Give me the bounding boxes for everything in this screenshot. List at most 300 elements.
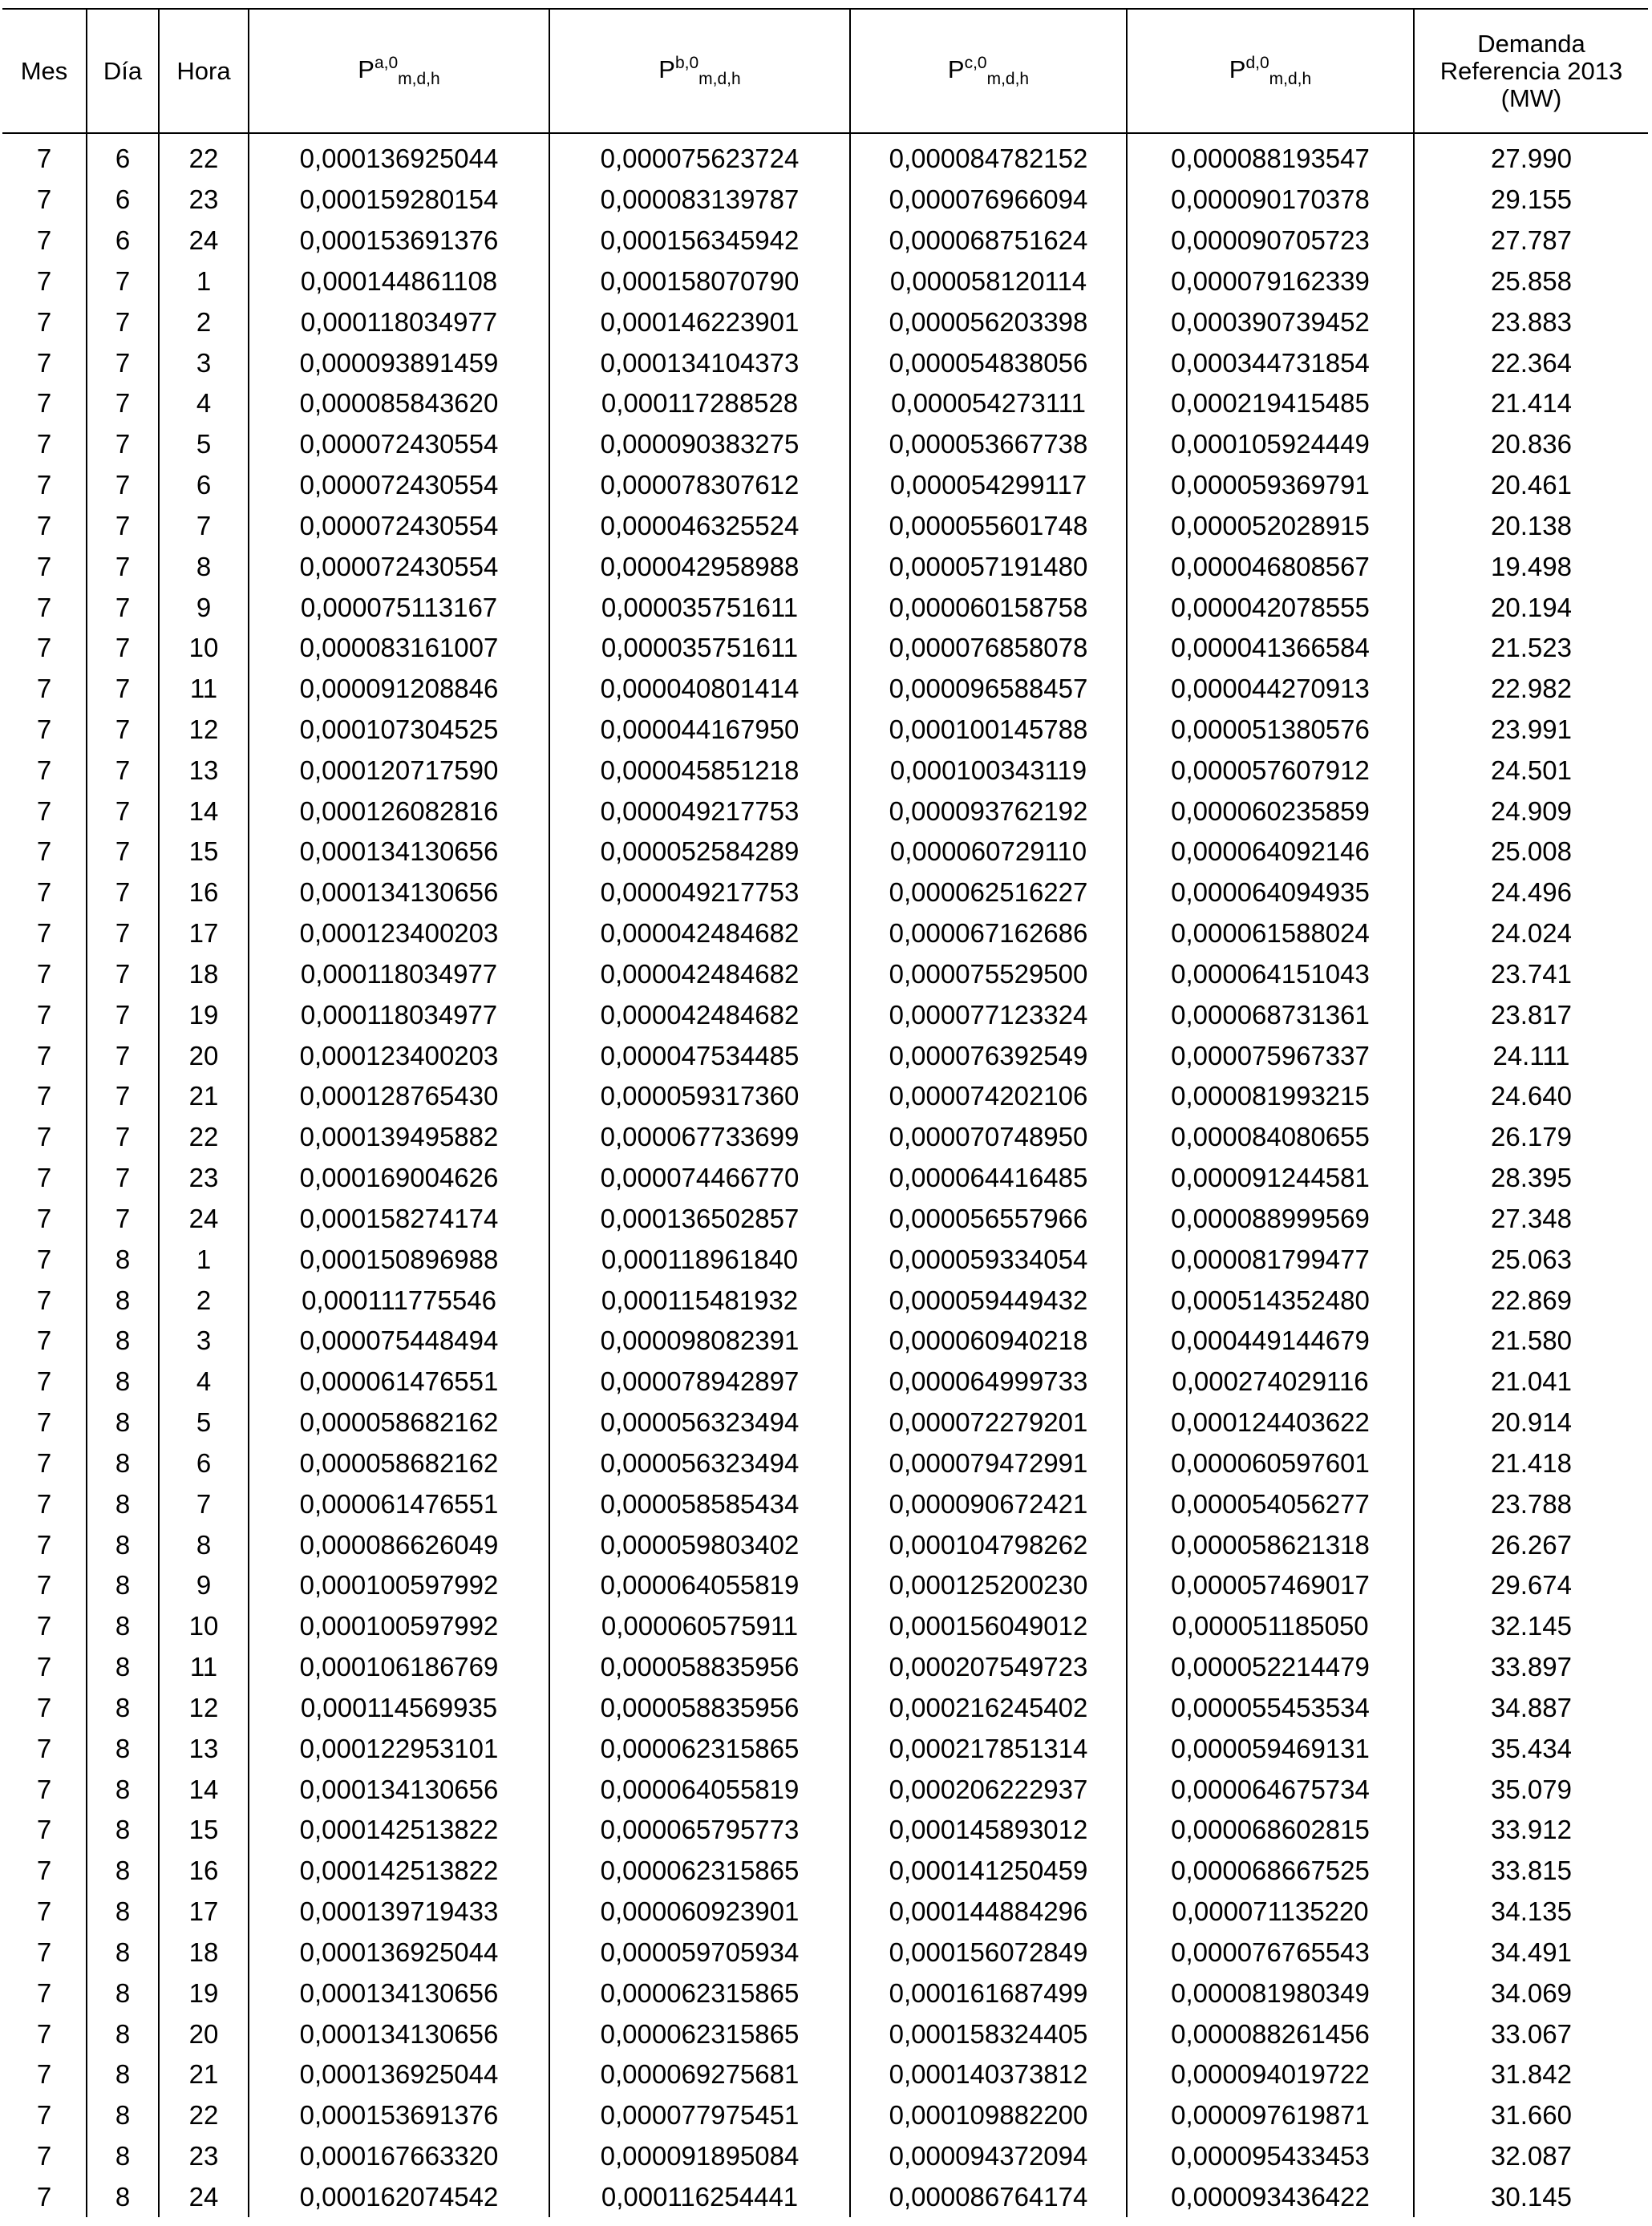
cell-demanda: 31.660 <box>1414 2095 1648 2136</box>
cell-mes: 7 <box>36 265 52 296</box>
cell-hora: 14 <box>159 791 249 832</box>
cell-pc: 0,000079472991 <box>850 1443 1127 1484</box>
cell-dia: 8 <box>87 1362 159 1402</box>
cell-demanda: 32.087 <box>1414 2136 1648 2177</box>
cell-dia: 8 <box>87 1565 159 1606</box>
cell-pb: 0,000042484682 <box>549 994 850 1035</box>
cell-hora: 21 <box>159 1076 249 1117</box>
cell-pd: 0,000274029116 <box>1127 1362 1414 1402</box>
cell-hora: 17 <box>159 1892 249 1933</box>
cell-pd: 0,000058621318 <box>1127 1524 1414 1565</box>
cell-mes: 7 <box>36 836 52 867</box>
cell-dia: 7 <box>87 424 159 465</box>
cell-hora: 5 <box>159 1402 249 1443</box>
cell-pd: 0,000057607912 <box>1127 750 1414 791</box>
cell-pc: 0,000090672421 <box>850 1483 1127 1524</box>
cell-pa: 0,000153691376 <box>249 2095 549 2136</box>
table-row <box>2 587 1648 628</box>
cell-hora: 1 <box>159 1239 249 1280</box>
cell-pa: 0,000061476551 <box>249 1362 549 1402</box>
cell-pa: 0,000100597992 <box>249 1565 549 1606</box>
cell-dia: 7 <box>87 1035 159 1076</box>
table-row <box>2 1117 1648 1158</box>
cell-demanda: 20.194 <box>1414 587 1648 628</box>
cell-pc: 0,000057191480 <box>850 546 1127 587</box>
cell-pa: 0,000091208846 <box>249 669 549 710</box>
cell-mes: 7 <box>36 1937 52 1967</box>
cell-pc: 0,000076392549 <box>850 1035 1127 1076</box>
cell-pb: 0,000078307612 <box>549 465 850 506</box>
cell-dia: 8 <box>87 1524 159 1565</box>
cell-pb: 0,000134104373 <box>549 342 850 383</box>
cell-hora: 23 <box>159 1158 249 1199</box>
cell-mes: 7 <box>36 1122 52 1152</box>
header-pc-sub: m,d,h <box>986 69 1030 88</box>
cell-pd: 0,000081980349 <box>1127 1973 1414 2014</box>
cell-mes: 7 <box>36 714 52 744</box>
cell-dia: 8 <box>87 1892 159 1933</box>
cell-pc: 0,000053667738 <box>850 424 1127 465</box>
cell-pd: 0,000064151043 <box>1127 954 1414 995</box>
cell-dia: 8 <box>87 1687 159 1728</box>
cell-hora: 6 <box>159 1443 249 1484</box>
cell-pc: 0,000062516227 <box>850 872 1127 913</box>
cell-pb: 0,000040801414 <box>549 669 850 710</box>
cell-pa: 0,000114569935 <box>249 1687 549 1728</box>
cell-pd: 0,000051185050 <box>1127 1606 1414 1647</box>
table-row <box>2 1606 1648 1647</box>
cell-pd: 0,000105924449 <box>1127 424 1414 465</box>
cell-demanda: 22.364 <box>1414 342 1648 383</box>
cell-pa: 0,000122953101 <box>249 1728 549 1769</box>
cell-pa: 0,000061476551 <box>249 1483 549 1524</box>
table-row <box>2 1362 1648 1402</box>
cell-mes: 7 <box>36 1977 52 2008</box>
cell-pd: 0,000051380576 <box>1127 710 1414 751</box>
cell-pb: 0,000074466770 <box>549 1158 850 1199</box>
cell-dia: 6 <box>87 221 159 261</box>
cell-dia: 7 <box>87 1076 159 1117</box>
cell-hora: 19 <box>159 994 249 1035</box>
cell-demanda: 33.897 <box>1414 1647 1648 1688</box>
cell-pd: 0,000044270913 <box>1127 669 1414 710</box>
cell-pd: 0,000052028915 <box>1127 505 1414 546</box>
cell-dia: 7 <box>87 1117 159 1158</box>
cell-hora: 2 <box>159 302 249 342</box>
cell-pd: 0,000344731854 <box>1127 342 1414 383</box>
cell-pc: 0,000158324405 <box>850 2014 1127 2054</box>
cell-pb: 0,000062315865 <box>549 2014 850 2054</box>
cell-pc: 0,000100145788 <box>850 710 1127 751</box>
cell-hora: 5 <box>159 424 249 465</box>
cell-pd: 0,000064092146 <box>1127 832 1414 872</box>
cell-dia: 8 <box>87 1769 159 1810</box>
cell-mes: 7 <box>36 1652 52 1682</box>
cell-pb: 0,000158070790 <box>549 261 850 302</box>
cell-demanda: 26.267 <box>1414 1524 1648 1565</box>
cell-mes: 7 <box>36 429 52 459</box>
cell-demanda: 23.817 <box>1414 994 1648 1035</box>
cell-pc: 0,000056203398 <box>850 302 1127 342</box>
cell-pd: 0,000088261456 <box>1127 2014 1414 2054</box>
cell-demanda: 22.869 <box>1414 1280 1648 1321</box>
cell-pb: 0,000058585434 <box>549 1483 850 1524</box>
cell-hora: 22 <box>159 1117 249 1158</box>
cell-pd: 0,000054056277 <box>1127 1483 1414 1524</box>
cell-mes: 7 <box>36 1040 52 1071</box>
cell-pb: 0,000056323494 <box>549 1402 850 1443</box>
cell-mes: 7 <box>36 795 52 826</box>
cell-pb: 0,000067733699 <box>549 1117 850 1158</box>
cell-hora: 10 <box>159 1606 249 1647</box>
cell-dia: 7 <box>87 383 159 424</box>
cell-hora: 16 <box>159 1851 249 1892</box>
cell-mes: 7 <box>36 755 52 785</box>
table-row <box>2 1483 1648 1524</box>
cell-hora: 18 <box>159 1932 249 1973</box>
table-row <box>2 832 1648 872</box>
cell-pc: 0,000100343119 <box>850 750 1127 791</box>
cell-pb: 0,000091895084 <box>549 2136 850 2177</box>
cell-mes: 7 <box>36 674 52 704</box>
cell-pb: 0,000062315865 <box>549 1851 850 1892</box>
cell-pa: 0,000072430554 <box>249 424 549 465</box>
cell-pa: 0,000120717590 <box>249 750 549 791</box>
table-row <box>2 2095 1648 2136</box>
table-row <box>2 710 1648 751</box>
cell-pc: 0,000093762192 <box>850 791 1127 832</box>
cell-hora: 23 <box>159 180 249 221</box>
cell-pa: 0,000123400203 <box>249 1035 549 1076</box>
cell-hora: 15 <box>159 832 249 872</box>
cell-pb: 0,000060923901 <box>549 1892 850 1933</box>
table-row <box>2 221 1648 261</box>
cell-demanda: 19.498 <box>1414 546 1648 587</box>
cell-pb: 0,000078942897 <box>549 1362 850 1402</box>
cell-demanda: 23.788 <box>1414 1483 1648 1524</box>
cell-pc: 0,000141250459 <box>850 1851 1127 1892</box>
cell-hora: 12 <box>159 710 249 751</box>
cell-dia: 7 <box>87 954 159 995</box>
table-body <box>2 133 1648 2217</box>
cell-demanda: 33.815 <box>1414 1851 1648 1892</box>
cell-pc: 0,000217851314 <box>850 1728 1127 1769</box>
cell-pb: 0,000035751611 <box>549 587 850 628</box>
cell-hora: 20 <box>159 2014 249 2054</box>
cell-hora: 2 <box>159 1280 249 1321</box>
cell-pa: 0,000134130656 <box>249 832 549 872</box>
cell-pd: 0,000088999569 <box>1127 1199 1414 1240</box>
cell-hora: 3 <box>159 1321 249 1362</box>
cell-hora: 13 <box>159 750 249 791</box>
cell-mes: 7 <box>36 1081 52 1111</box>
cell-hora: 22 <box>159 133 249 180</box>
cell-pb: 0,000062315865 <box>549 1728 850 1769</box>
table-row <box>2 546 1648 587</box>
cell-hora: 11 <box>159 1647 249 1688</box>
cell-pd: 0,000042078555 <box>1127 587 1414 628</box>
cell-mes: 7 <box>36 1203 52 1233</box>
cell-mes: 7 <box>36 1163 52 1193</box>
cell-pb: 0,000118961840 <box>549 1239 850 1280</box>
cell-dia: 8 <box>87 1810 159 1851</box>
cell-dia: 8 <box>87 1851 159 1892</box>
cell-pd: 0,000091244581 <box>1127 1158 1414 1199</box>
cell-mes: 7 <box>36 1285 52 1315</box>
cell-pb: 0,000117288528 <box>549 383 850 424</box>
cell-pc: 0,000077123324 <box>850 994 1127 1035</box>
cell-pb: 0,000056323494 <box>549 1443 850 1484</box>
cell-pa: 0,000072430554 <box>249 505 549 546</box>
cell-pc: 0,000076966094 <box>850 180 1127 221</box>
table-row <box>2 1076 1648 1117</box>
cell-pa: 0,000058682162 <box>249 1443 549 1484</box>
cell-demanda: 21.414 <box>1414 383 1648 424</box>
table-row <box>2 1973 1648 2014</box>
cell-pc: 0,000094372094 <box>850 2136 1127 2177</box>
header-pa <box>249 9 549 133</box>
cell-pd: 0,000064094935 <box>1127 872 1414 913</box>
cell-pb: 0,000075623724 <box>549 133 850 180</box>
cell-dia: 7 <box>87 587 159 628</box>
table-row <box>2 1239 1648 1280</box>
cell-mes: 7 <box>36 144 52 174</box>
cell-mes: 7 <box>36 1856 52 1886</box>
cell-pd: 0,000081799477 <box>1127 1239 1414 1280</box>
cell-hora: 14 <box>159 1769 249 1810</box>
cell-pd: 0,000076765543 <box>1127 1932 1414 1973</box>
cell-pc: 0,000060158758 <box>850 587 1127 628</box>
cell-pa: 0,000086626049 <box>249 1524 549 1565</box>
cell-dia: 8 <box>87 2176 159 2217</box>
cell-pd: 0,000090170378 <box>1127 180 1414 221</box>
cell-hora: 11 <box>159 669 249 710</box>
cell-pb: 0,000042484682 <box>549 913 850 954</box>
cell-demanda: 20.914 <box>1414 1402 1648 1443</box>
cell-demanda: 26.179 <box>1414 1117 1648 1158</box>
cell-demanda: 23.741 <box>1414 954 1648 995</box>
header-pb-sup: b,0 <box>674 53 699 72</box>
cell-demanda: 28.395 <box>1414 1158 1648 1199</box>
cell-pa: 0,000153691376 <box>249 221 549 261</box>
cell-demanda: 23.991 <box>1414 710 1648 751</box>
cell-hora: 21 <box>159 2054 249 2095</box>
header-pd-sup: d,0 <box>1245 53 1269 72</box>
cell-pb: 0,000044167950 <box>549 710 850 751</box>
cell-pa: 0,000159280154 <box>249 180 549 221</box>
cell-pb: 0,000049217753 <box>549 872 850 913</box>
cell-hora: 7 <box>159 1483 249 1524</box>
cell-pa: 0,000134130656 <box>249 1973 549 2014</box>
cell-dia: 7 <box>87 669 159 710</box>
cell-dia: 8 <box>87 1932 159 1973</box>
cell-hora: 23 <box>159 2136 249 2177</box>
cell-pa: 0,000123400203 <box>249 913 549 954</box>
cell-pa: 0,000118034977 <box>249 302 549 342</box>
cell-pb: 0,000060575911 <box>549 1606 850 1647</box>
table-row <box>2 1524 1648 1565</box>
cell-mes: 7 <box>36 306 52 337</box>
cell-dia: 8 <box>87 1647 159 1688</box>
cell-pb: 0,000049217753 <box>549 791 850 832</box>
header-pc-sup: c,0 <box>964 53 987 72</box>
cell-pa: 0,000093891459 <box>249 342 549 383</box>
cell-dia: 6 <box>87 180 159 221</box>
cell-pb: 0,000146223901 <box>549 302 850 342</box>
cell-dia: 8 <box>87 2095 159 2136</box>
cell-pa: 0,000118034977 <box>249 954 549 995</box>
cell-demanda: 32.145 <box>1414 1606 1648 1647</box>
cell-pc: 0,000070748950 <box>850 1117 1127 1158</box>
cell-demanda: 35.434 <box>1414 1728 1648 1769</box>
cell-dia: 7 <box>87 750 159 791</box>
cell-mes: 7 <box>36 1447 52 1478</box>
cell-dia: 7 <box>87 913 159 954</box>
cell-pd: 0,000449144679 <box>1127 1321 1414 1362</box>
cell-pb: 0,000059803402 <box>549 1524 850 1565</box>
cell-dia: 6 <box>87 133 159 180</box>
cell-pc: 0,000074202106 <box>850 1076 1127 1117</box>
cell-pc: 0,000206222937 <box>850 1769 1127 1810</box>
cell-hora: 8 <box>159 1524 249 1565</box>
cell-pc: 0,000109882200 <box>850 2095 1127 2136</box>
cell-pc: 0,000054299117 <box>850 465 1127 506</box>
cell-pc: 0,000060729110 <box>850 832 1127 872</box>
cell-pb: 0,000062315865 <box>549 1973 850 2014</box>
table-row <box>2 1199 1648 1240</box>
cell-demanda: 25.858 <box>1414 261 1648 302</box>
header-mes: Mes <box>2 9 87 133</box>
cell-pd: 0,000075967337 <box>1127 1035 1414 1076</box>
cell-pc: 0,000076858078 <box>850 628 1127 669</box>
cell-pa: 0,000136925044 <box>249 1932 549 1973</box>
cell-pa: 0,000139719433 <box>249 1892 549 1933</box>
table-row <box>2 750 1648 791</box>
cell-hora: 1 <box>159 261 249 302</box>
table-row <box>2 383 1648 424</box>
cell-pa: 0,000169004626 <box>249 1158 549 1199</box>
cell-pa: 0,000085843620 <box>249 383 549 424</box>
cell-dia: 7 <box>87 1199 159 1240</box>
cell-mes: 7 <box>36 2140 52 2171</box>
cell-demanda: 24.496 <box>1414 872 1648 913</box>
cell-mes: 7 <box>36 1529 52 1560</box>
cell-pa: 0,000072430554 <box>249 546 549 587</box>
cell-demanda: 24.501 <box>1414 750 1648 791</box>
cell-pb: 0,000042958988 <box>549 546 850 587</box>
cell-pb: 0,000052584289 <box>549 832 850 872</box>
cell-pd: 0,000061588024 <box>1127 913 1414 954</box>
table-row <box>2 424 1648 465</box>
header-demanda-line-1: Demanda <box>1477 29 1585 58</box>
cell-hora: 4 <box>159 383 249 424</box>
cell-mes: 7 <box>36 184 52 215</box>
cell-pa: 0,000072430554 <box>249 465 549 506</box>
cell-pa: 0,000128765430 <box>249 1076 549 1117</box>
cell-pc: 0,000055601748 <box>850 505 1127 546</box>
cell-pd: 0,000068602815 <box>1127 1810 1414 1851</box>
cell-pb: 0,000064055819 <box>549 1565 850 1606</box>
cell-pa: 0,000134130656 <box>249 872 549 913</box>
header-pc-base: P <box>947 55 965 83</box>
table-row <box>2 1647 1648 1688</box>
cell-pd: 0,000041366584 <box>1127 628 1414 669</box>
table-row <box>2 2054 1648 2095</box>
table-row <box>2 1565 1648 1606</box>
cell-hora: 3 <box>159 342 249 383</box>
cell-pd: 0,000514352480 <box>1127 1280 1414 1321</box>
cell-hora: 24 <box>159 2176 249 2217</box>
cell-mes: 7 <box>36 2181 52 2212</box>
cell-pc: 0,000059449432 <box>850 1280 1127 1321</box>
cell-dia: 7 <box>87 505 159 546</box>
cell-hora: 24 <box>159 221 249 261</box>
cell-demanda: 33.912 <box>1414 1810 1648 1851</box>
cell-demanda: 24.640 <box>1414 1076 1648 1117</box>
cell-pc: 0,000144884296 <box>850 1892 1127 1933</box>
cell-pc: 0,000207549723 <box>850 1647 1127 1688</box>
cell-hora: 6 <box>159 465 249 506</box>
header-pc <box>850 9 1127 133</box>
table-row <box>2 261 1648 302</box>
table-row <box>2 342 1648 383</box>
cell-demanda: 29.155 <box>1414 180 1648 221</box>
cell-pb: 0,000083139787 <box>549 180 850 221</box>
cell-pc: 0,000059334054 <box>850 1239 1127 1280</box>
table-row <box>2 1402 1648 1443</box>
cell-dia: 7 <box>87 1158 159 1199</box>
cell-hora: 16 <box>159 872 249 913</box>
cell-mes: 7 <box>36 958 52 989</box>
cell-demanda: 27.990 <box>1414 133 1648 180</box>
cell-pd: 0,000057469017 <box>1127 1565 1414 1606</box>
cell-dia: 8 <box>87 1321 159 1362</box>
table-row <box>2 1728 1648 1769</box>
cell-demanda: 20.461 <box>1414 465 1648 506</box>
cell-demanda: 27.787 <box>1414 221 1648 261</box>
cell-pd: 0,000097619871 <box>1127 2095 1414 2136</box>
cell-pa: 0,000106186769 <box>249 1647 549 1688</box>
cell-hora: 15 <box>159 1810 249 1851</box>
cell-mes: 7 <box>36 918 52 949</box>
table-row <box>2 791 1648 832</box>
cell-pa: 0,000144861108 <box>249 261 549 302</box>
cell-pc: 0,000140373812 <box>850 2054 1127 2095</box>
cell-pa: 0,000118034977 <box>249 994 549 1035</box>
cell-pa: 0,000134130656 <box>249 1769 549 1810</box>
cell-dia: 7 <box>87 261 159 302</box>
cell-pb: 0,000115481932 <box>549 1280 850 1321</box>
cell-hora: 24 <box>159 1199 249 1240</box>
cell-mes: 7 <box>36 388 52 419</box>
table-row <box>2 954 1648 995</box>
cell-pc: 0,000145893012 <box>850 1810 1127 1851</box>
cell-pb: 0,000069275681 <box>549 2054 850 2095</box>
cell-pd: 0,000084080655 <box>1127 1117 1414 1158</box>
cell-pd: 0,000052214479 <box>1127 1647 1414 1688</box>
cell-pa: 0,000136925044 <box>249 133 549 180</box>
table-row <box>2 1932 1648 1973</box>
cell-pb: 0,000058835956 <box>549 1687 850 1728</box>
cell-dia: 7 <box>87 628 159 669</box>
cell-pd: 0,000095433453 <box>1127 2136 1414 2177</box>
table-row <box>2 1443 1648 1484</box>
cell-pa: 0,000100597992 <box>249 1606 549 1647</box>
cell-pc: 0,000054838056 <box>850 342 1127 383</box>
cell-pb: 0,000042484682 <box>549 954 850 995</box>
cell-pd: 0,000060597601 <box>1127 1443 1414 1484</box>
cell-hora: 19 <box>159 1973 249 2014</box>
